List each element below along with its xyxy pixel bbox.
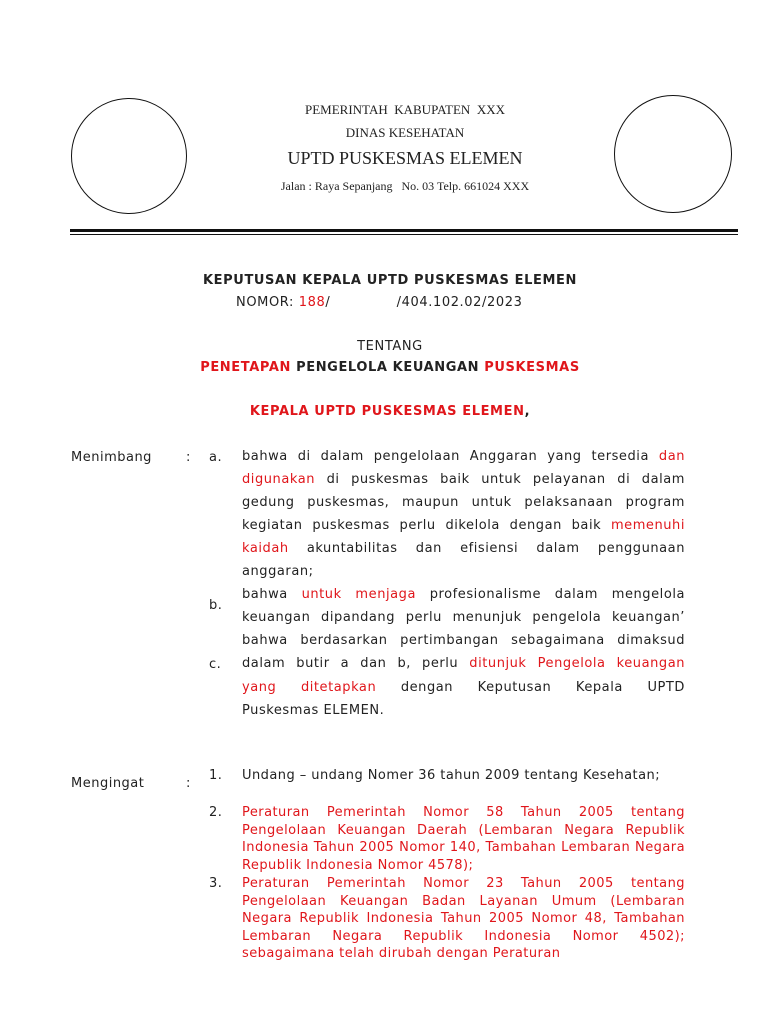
menimbang-a-marker: a. xyxy=(209,450,223,465)
menimbang-a-line-3: gedung puskesmas, maupun untuk pelaksanaan program xyxy=(242,495,685,510)
mengingat-colon: : xyxy=(186,776,191,791)
text-span: di puskesmas baik untuk pelayanan di dalam xyxy=(315,472,685,487)
text-span-red: memenuhi xyxy=(610,518,685,533)
right-logo-circle xyxy=(614,95,732,213)
nomor-label: NOMOR: xyxy=(236,295,299,310)
tentang-label: TENTANG xyxy=(357,339,423,354)
left-logo-circle xyxy=(71,98,187,214)
subject-part-2: PENGELOLA KEUANGAN xyxy=(290,360,485,375)
menimbang-c-line-3 xyxy=(242,680,685,695)
mengingat-item-text: Peraturan Pemerintah Nomor 23 Tahun 2005 tentang Pengelolaan Keuangan Badan Layanan Umum (Lembaran Negara Republik Indonesia Tahun 2005 Nomor 48, Tambahan Lembaran Negara Republik Indonesia Nomor 4502); sebagaimana telah dirubah dengan Peraturan xyxy=(242,876,685,961)
menimbang-c-marker: c. xyxy=(209,657,222,672)
menimbang-a-line-1 xyxy=(242,449,685,464)
text-span: akuntabilitas dan efisiensi dalam penggunaan xyxy=(288,541,685,556)
mengingat-item-text: Peraturan Pemerintah Nomor 58 Tahun 2005 tentang Pengelolaan Keuangan Daerah (Lembaran Negara Republik Indonesia Tahun 2005 Nomor 140, Tambahan Lembaran Negara Republik Indonesia Nomor 4578); xyxy=(242,805,685,873)
menimbang-a-line-5 xyxy=(242,541,685,556)
menimbang-a-line-2 xyxy=(242,472,685,487)
head-title-text: KEPALA UPTD PUSKESMAS ELEMEN xyxy=(249,404,525,419)
mengingat-item-text: Undang – undang Nomer 36 tahun 2009 tentang Kesehatan; xyxy=(242,768,661,783)
menimbang-c-line-4: Puskesmas ELEMEN. xyxy=(242,703,385,718)
mengingat-label: Mengingat xyxy=(71,776,145,791)
text-span-red: kaidah xyxy=(242,541,289,556)
text-span-red: yang ditetapkan xyxy=(242,680,377,695)
header-address: Jalan : Raya Sepanjang No. 03 Telp. 661024 XXX xyxy=(280,179,530,193)
menimbang-c-line-2 xyxy=(242,656,685,671)
head-title xyxy=(100,404,680,419)
text-span: bahwa di dalam pengelolaan Anggaran yang tersedia xyxy=(242,449,659,464)
text-span: dalam butir a dan b, perlu xyxy=(242,656,470,671)
nomor-value: 188 xyxy=(298,295,326,310)
header-government: PEMERINTAH KABUPATEN XXX xyxy=(305,102,505,117)
text-span: kegiatan puskesmas perlu dikelola dengan baik xyxy=(242,518,611,533)
menimbang-b-marker: b. xyxy=(209,598,223,613)
decree-subject xyxy=(100,360,680,375)
menimbang-b-line-2: keuangan dipandang perlu menunjuk pengelola keuangan’ xyxy=(242,610,685,625)
text-span: bahwa xyxy=(242,587,302,602)
decree-title: KEPUTUSAN KEPALA UPTD PUSKESMAS ELEMEN xyxy=(203,273,577,288)
text-span-red: dan xyxy=(658,449,685,464)
menimbang-a-line-6: anggaran; xyxy=(242,564,314,579)
letterhead-rule xyxy=(70,229,738,232)
text-span-red: digunakan xyxy=(242,472,316,487)
nomor-rest: / /404.102.02/2023 xyxy=(325,295,523,310)
mengingat-item-number: 1. xyxy=(209,768,223,783)
mengingat-item-number: 3. xyxy=(209,876,223,891)
menimbang-c-line-1: bahwa berdasarkan pertimbangan sebagaimana dimaksud xyxy=(242,633,685,648)
header-department: DINAS KESEHATAN xyxy=(345,125,465,140)
text-span-red: ditunjuk Pengelola keuangan xyxy=(469,656,685,671)
text-span: profesionalisme dalam mengelola xyxy=(415,587,686,602)
letterhead-rule-thin xyxy=(70,234,738,235)
head-title-comma: , xyxy=(524,404,531,419)
menimbang-a-line-4 xyxy=(242,518,685,533)
text-span-red: untuk menjaga xyxy=(301,587,416,602)
menimbang-colon: : xyxy=(186,450,191,465)
menimbang-label: Menimbang xyxy=(71,450,152,465)
mengingat-item-number: 2. xyxy=(209,805,223,820)
subject-part-1: PENETAPAN xyxy=(200,360,291,375)
decree-number xyxy=(236,295,523,310)
text-span: dengan Keputusan Kepala UPTD xyxy=(376,680,685,695)
header-org-name: UPTD PUSKESMAS ELEMEN xyxy=(287,148,523,168)
subject-part-3: PUSKESMAS xyxy=(484,360,580,375)
menimbang-b-line-1 xyxy=(242,587,685,602)
